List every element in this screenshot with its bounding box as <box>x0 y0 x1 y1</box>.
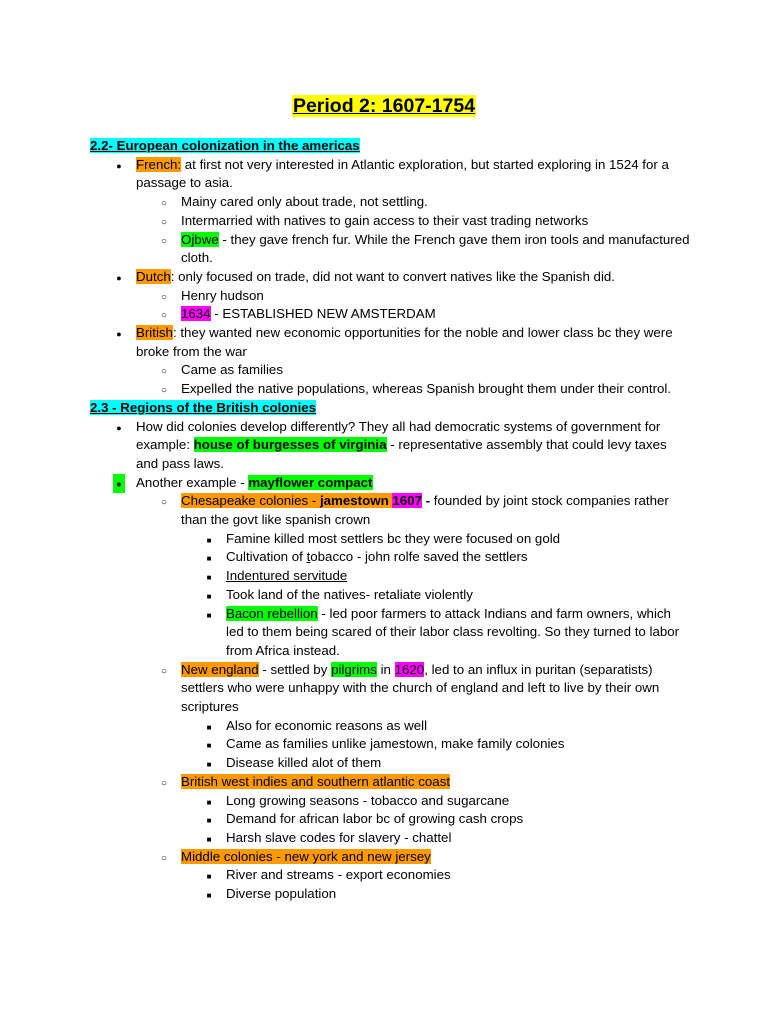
bullet-square-icon <box>203 605 215 626</box>
list-item-middle-colonies: ○ Middle colonies - new york and new jersey <box>90 848 690 867</box>
bullet-circle-icon <box>158 773 170 794</box>
list-item-bacon: ■ Bacon rebellion - led poor farmers to attack Indians and farm owners, which led to them being scared of their labor class revolting. So they turned to labor from Africa instead. <box>90 605 690 661</box>
bullet-square-icon <box>203 530 215 551</box>
list-item-dutch: ● Dutch: only focused on trade, did not want to convert natives like the Spanish did. <box>90 268 690 287</box>
list-item-new-england: ○ New england - settled by pilgrims in 1620, led to an influx in puritan (separatists) settlers who were unhappy with the church of england and left to live by their own scriptures <box>90 661 690 717</box>
list-item: ■ Long growing seasons - tobacco and sugarcane <box>90 792 690 811</box>
bullet-square-icon <box>203 810 215 831</box>
bullet-square-icon <box>203 885 215 906</box>
list-item-french: ● French: at first not very interested in Atlantic exploration, but started exploring in 1524 for a passage to asia. <box>90 156 690 193</box>
bullet-square-icon <box>203 866 215 887</box>
bullet-circle-icon <box>158 492 170 513</box>
document-body <box>90 137 690 904</box>
bullet-circle-icon <box>158 231 170 252</box>
bullet-disc-icon <box>113 418 125 438</box>
bullet-circle-icon <box>158 380 170 401</box>
list-item-1634: ○ 1634 - ESTABLISHED NEW AMSTERDAM <box>90 305 690 324</box>
list-item-ojbwe: ○ Ojbwe - they gave french fur. While the French gave them iron tools and manufactured cloth. <box>90 231 690 268</box>
page-title: Period 2: 1607-1754 <box>292 95 476 117</box>
bullet-square-icon <box>203 586 215 607</box>
bullet-circle-icon <box>158 287 170 308</box>
bullet-disc-icon <box>113 268 125 288</box>
section-2-2-list <box>90 156 690 399</box>
bullet-circle-icon <box>158 212 170 233</box>
list-item: ■ Disease killed alot of them <box>90 754 690 773</box>
bullet-circle-icon <box>158 361 170 382</box>
bullet-square-icon <box>203 717 215 738</box>
bullet-square-icon <box>203 567 215 588</box>
list-item: ○ Came as families <box>90 361 690 380</box>
list-item: ■ Came as families unlike jamestown, make family colonies <box>90 735 690 754</box>
list-item-british: ● British: they wanted new economic opportunities for the noble and lower class bc they were broke from the war <box>90 324 690 361</box>
bullet-disc-icon <box>113 156 125 176</box>
list-item: ○ Expelled the native populations, whereas Spanish brought them under their control. <box>90 380 690 399</box>
bullet-circle-icon <box>158 193 170 214</box>
bullet-square-icon <box>203 792 215 813</box>
bullet-circle-icon <box>158 305 170 326</box>
list-item-west-indies: ○ British west indies and southern atlantic coast <box>90 773 690 792</box>
list-item: ■ Harsh slave codes for slavery - chattel <box>90 829 690 848</box>
bullet-disc-icon <box>113 474 125 494</box>
list-item-question: ● How did colonies develop differently? They all had democratic systems of government for example: house of burgesses of virginia - representative assembly that could levy taxes and pass laws. <box>90 418 690 474</box>
list-item: ■ Diverse population <box>90 885 690 904</box>
list-item: ○ Intermarried with natives to gain access to their vast trading networks <box>90 212 690 231</box>
bullet-square-icon <box>203 735 215 756</box>
list-item: ○ Henry hudson <box>90 287 690 306</box>
list-item-another-example: ● Another example - mayflower compact <box>90 474 690 493</box>
list-item: ■ Famine killed most settlers bc they were focused on gold <box>90 530 690 549</box>
bullet-circle-icon <box>158 661 170 682</box>
list-item-chesapeake: ○ Chesapeake colonies - jamestown 1607 - founded by joint stock companies rather than the govt like spanish crown <box>90 492 690 529</box>
list-item: ○ Mainy cared only about trade, not settling. <box>90 193 690 212</box>
list-item: ■ River and streams - export economies <box>90 866 690 885</box>
list-item-tobacco: ■ Cultivation of tobacco - john rolfe saved the settlers <box>90 548 690 567</box>
bullet-square-icon <box>203 548 215 569</box>
bullet-circle-icon <box>158 848 170 869</box>
bullet-disc-icon <box>113 324 125 344</box>
bullet-square-icon <box>203 754 215 775</box>
section-2-3-list <box>90 418 690 904</box>
list-item: ■ Took land of the natives- retaliate violently <box>90 586 690 605</box>
list-item: ■ Demand for african labor bc of growing cash crops <box>90 810 690 829</box>
section-heading-2-3: 2.3 - Regions of the British colonies <box>90 399 317 415</box>
list-item: ■ Also for economic reasons as well <box>90 717 690 736</box>
section-heading-2-2: 2.2- European colonization in the americas <box>90 138 360 153</box>
list-item-indentured: ■ Indentured servitude <box>90 567 690 586</box>
bullet-square-icon <box>203 829 215 850</box>
